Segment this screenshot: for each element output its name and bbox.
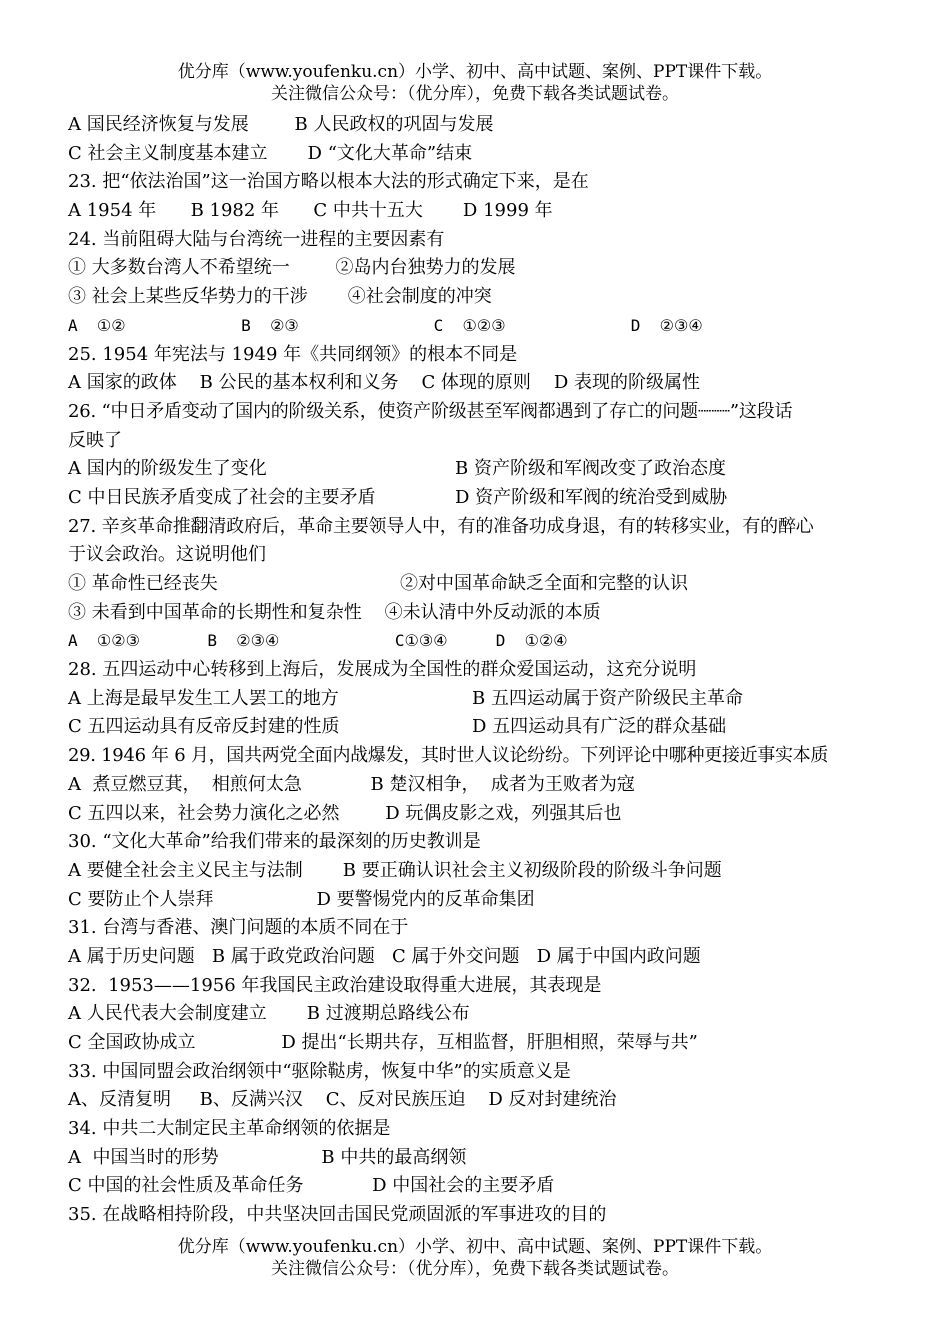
option-c: C 中日民族矛盾变成了社会的主要矛盾: [68, 486, 376, 508]
option-b: B 资产阶级和军阀改变了政治态度: [455, 458, 726, 480]
question-23: 23. 把“依法治国”这一治国方略以根本大法的形式确定下来，是在: [68, 171, 589, 193]
item-2: ②对中国革命缺乏全面和完整的认识: [400, 573, 688, 594]
question-34-options: C 中国的社会性质及革命任务 D 中国社会的主要矛盾: [68, 1175, 555, 1197]
question-28-options: [68, 713, 898, 742]
question-25: 25. 1954 年宪法与 1949 年《共同纲领》的根本不同是: [68, 343, 518, 365]
question-27-cont: 于议会政治。这说明他们: [68, 544, 266, 566]
footer-line-1: 优分库（www.youfenku.cn）小学、初中、高中试题、案例、PPT课件下载。: [177, 1237, 773, 1257]
option-a: A 上海是最早发生工人罢工的地方: [68, 687, 339, 709]
question-30-options: A 要健全社会主义民主与法制 B 要正确认识社会主义初级阶段的阶级斗争问题: [68, 859, 722, 881]
header-line-1: 优分库（www.youfenku.cn）小学、初中、高中试题、案例、PPT课件下载。: [177, 62, 773, 82]
question-content: [68, 111, 898, 1230]
question-26-options: [68, 455, 898, 484]
page-header: [0, 61, 950, 105]
question-33-options: A、反清复明 B、反满兴汉 C、反对民族压迫 D 反对封建统治: [68, 1089, 617, 1111]
question-26-cont: 反映了: [68, 429, 122, 451]
question-32-options: C 全国政协成立 D 提出“长期共存，互相监督，肝胆相照，荣辱与共”: [68, 1032, 698, 1053]
question-27-options: A ①②③ B ②③④ C①③④ D ①②④: [68, 631, 568, 651]
question-31-options: A 属于历史问题 B 属于政党政治问题 C 属于外交问题 D 属于中国内政问题: [68, 945, 701, 967]
question-24-item: ③ 社会上某些反华势力的干涉 ④社会制度的冲突: [68, 286, 492, 308]
option-a: A 国内的阶级发生了变化: [68, 458, 267, 480]
question-29-options: A 煮豆燃豆萁， 相煎何太急 B 楚汉相争， 成者为王败者为寇: [68, 773, 635, 795]
page-footer: [0, 1236, 950, 1280]
question-26: 26. “中日矛盾变动了国内的阶级关系，使资产阶级甚至军阀都遇到了存亡的问题┈┈┈”这段话: [68, 400, 793, 422]
question-30: 30. “文化大革命”给我们带来的最深刻的历史教训是: [68, 831, 481, 853]
text-line: C 社会主义制度基本建立 D “文化大革命”结束: [68, 142, 473, 164]
question-35: 35. 在战略相持阶段，中共坚决回击国民党顽固派的军事进攻的目的: [68, 1204, 607, 1226]
option-d: D 资产阶级和军阀的统治受到威胁: [455, 486, 728, 508]
option-d: D 五四运动具有广泛的群众基础: [472, 716, 727, 738]
question-32: 32. 1953——1956 年我国民主政治建设取得重大进展，其表现是: [68, 974, 602, 996]
question-34-options: A 中国当时的形势 B 中共的最高纲领: [68, 1146, 467, 1168]
text-line: A 国民经济恢复与发展 B 人民政权的巩固与发展: [68, 114, 494, 135]
question-31: 31. 台湾与香港、澳门问题的本质不同在于: [68, 917, 409, 939]
question-23-options: A 1954 年 B 1982 年 C 中共十五大 D 1999 年: [68, 200, 553, 222]
question-29-options: C 五四以来，社会势力演化之必然 D 玩偶皮影之戏，列强其后也: [68, 802, 622, 824]
question-28: 28. 五四运动中心转移到上海后，发展成为全国性的群众爱国运动，这充分说明: [68, 659, 697, 681]
question-29: 29. 1946 年 6 月，国共两党全面内战爆发，其时世人议论纷纷。下列评论中哪种更接近事实本质: [68, 745, 829, 767]
question-26-options: [68, 484, 898, 513]
question-27-items: [68, 570, 898, 599]
question-24-item: ① 大多数台湾人不希望统一 ②岛内台独势力的发展: [68, 257, 516, 279]
item-1: ① 革命性已经丧失: [68, 573, 218, 594]
question-28-options: [68, 685, 898, 714]
question-30-options: C 要防止个人崇拜 D 要警惕党内的反革命集团: [68, 888, 535, 910]
question-24-options: A ①② B ②③ C ①②③ D ②③④: [68, 315, 703, 335]
header-line-2: 关注微信公众号：（优分库），免费下载各类试题试卷。: [271, 84, 679, 104]
option-c: C 五四运动具有反帝反封建的性质: [68, 716, 340, 738]
option-b: B 五四运动属于资产阶级民主革命: [472, 687, 743, 709]
question-27: 27. 辛亥革命推翻清政府后，革命主要领导人中，有的准备功成身退，有的转移实业，有的醉心: [68, 515, 814, 537]
question-32-options: A 人民代表大会制度建立 B 过渡期总路线公布: [68, 1003, 470, 1025]
footer-line-2: 关注微信公众号：（优分库），免费下载各类试题试卷。: [271, 1259, 679, 1279]
question-24: 24. 当前阻碍大陆与台湾统一进程的主要因素有: [68, 228, 445, 250]
question-34: 34. 中共二大制定民主革命纲领的依据是: [68, 1118, 391, 1140]
question-33: 33. 中国同盟会政治纲领中“驱除鞑虏，恢复中华”的实质意义是: [68, 1060, 571, 1082]
question-25-options: A 国家的政体 B 公民的基本权利和义务 C 体现的原则 D 表现的阶级属性: [68, 372, 700, 394]
question-27-items: ③ 未看到中国革命的长期性和复杂性 ④未认清中外反动派的本质: [68, 601, 601, 623]
